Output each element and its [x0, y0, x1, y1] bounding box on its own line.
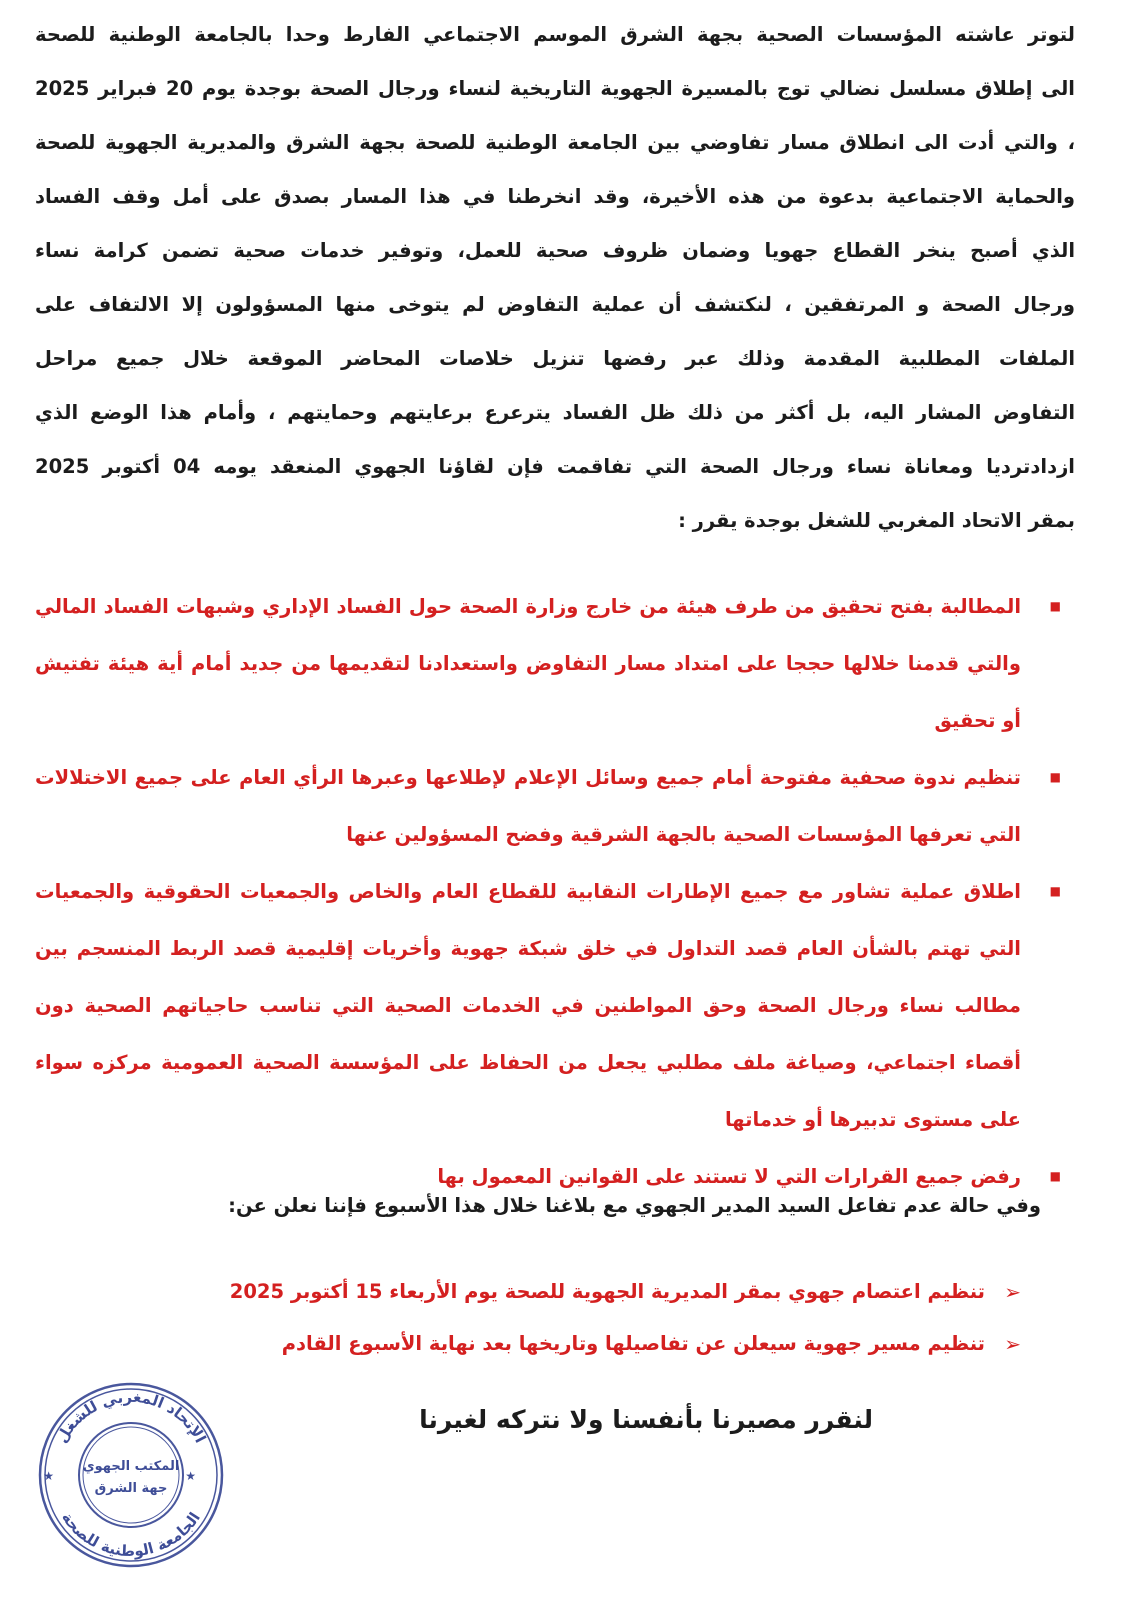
intro-paragraph	[35, 8, 1075, 548]
decision-item	[35, 578, 1075, 749]
intro-line: لتوتر عاشته المؤسسات الصحية بجهة الشرق الموسم الاجتماعي الفارط وحدا بالجامعة الوطنية للصحة	[35, 23, 1075, 46]
action-text: تنظيم اعتصام جهوي بمقر المديرية الجهوية للصحة يوم الأربعاء 15 أكتوبر 2025	[229, 1280, 985, 1303]
intro-line: ازدادترديا ومعاناة نساء ورجال الصحة التي تفاقمت فإن لقاؤنا الجهوي المنعقد يومه 04 أكتوبر 2025	[35, 455, 1075, 478]
stamp-star-icon: ★	[43, 1469, 54, 1483]
checkmark-arrow-icon: ➢	[1004, 1280, 1021, 1304]
decision-text: تنظيم ندوة صحفية مفتوحة أمام جميع وسائل الإعلام لإطلاعها وعبرها الرأي العام على جميع الاختلالات التي تعرفها المؤسسات الصحية بالجهة الشرقية وفضح المسؤولين عنها	[35, 766, 1021, 846]
intro-line: ، والتي أدت الى انطلاق مسار تفاوضي بين الجامعة الوطنية للصحة بجهة الشرق والمديرية الجهوية للصحة	[35, 131, 1075, 154]
stamp-outer-top-text: الإتحاد المغربي للشغل	[52, 1387, 210, 1446]
intro-line: الذي أصبح ينخر القطاع جهويا وضمان ظروف صحية للعمل، وتوفير خدمات صحية تضمن كرامة نساء	[35, 239, 1075, 262]
square-bullet-icon: ■	[1049, 770, 1061, 784]
decision-text: اطلاق عملية تشاور مع جميع الإطارات النقابية للقطاع العام والخاص والجمعيات الحقوقية والجمعيات التي تهتم بالشأن العام قصد التداول في خلق شبكة جهوية وأخريات إقليمية قصد الربط المنسجم بين مطالب نساء ورجال الصحة وحق المواطنين في الخدمات الصحية التي تناسب حاجياتهم الصحية دون أقصاء اجتماعي، وصياغة ملف مطلبي يجعل من الحفاظ على المؤسسة الصحية العمومية مركزه سواء على مستوى تدبيرها أو خدماتها	[35, 880, 1021, 1131]
decision-text: رفض جميع القرارات التي لا تستند على القوانين المعمول بها	[437, 1165, 1021, 1188]
decision-item	[35, 749, 1075, 863]
conditional-statement: وفي حالة عدم تفاعل السيد المدير الجهوي مع بلاغنا خلال هذا الأسبوع فإننا نعلن عن:	[228, 1194, 1041, 1217]
decisions-list	[35, 578, 1075, 1205]
actions-list	[61, 1266, 1021, 1370]
stamp-inner-line2: جهة الشرق	[94, 1481, 168, 1496]
action-item	[61, 1266, 1021, 1318]
intro-line: الملفات المطلبية المقدمة وذلك عبر رفضها تنزيل خلاصات المحاضر الموقعة خلال جميع مراحل	[35, 347, 1075, 370]
action-item	[61, 1318, 1021, 1370]
closing-slogan: لنقرر مصيرنا بأنفسنا ولا نتركه لغيرنا	[419, 1405, 873, 1434]
square-bullet-icon: ■	[1049, 1169, 1061, 1183]
intro-line: الى إطلاق مسلسل نضالي توج بالمسيرة الجهوية التاريخية لنساء ورجال الصحة بوجدة يوم 20 فبراير 2025	[35, 77, 1075, 100]
stamp-inner-line1: المكتب الجهوي	[82, 1459, 180, 1474]
decision-text: المطالبة بفتح تحقيق من طرف هيئة من خارج وزارة الصحة حول الفساد الإداري وشبهات الفساد المالي والتي قدمنا خلالها حججا على امتداد مسار التفاوض واستعدادنا لتقديمها من جديد أمام أية هيئة تفتيش أو تحقيق	[35, 595, 1021, 732]
square-bullet-icon: ■	[1049, 884, 1061, 898]
action-text: تنظيم مسير جهوية سيعلن عن تفاصيلها وتاريخها بعد نهاية الأسبوع القادم	[281, 1332, 985, 1355]
decision-item	[35, 863, 1075, 1148]
intro-line: والحماية الاجتماعية بدعوة من هذه الأخيرة، وقد انخرطنا في هذا المسار بصدق على أمل وقف الفساد	[35, 185, 1075, 208]
intro-line: التفاوض المشار اليه، بل أكثر من ذلك ظل الفساد يترعرع برعايتهم وحمايتهم ، وأمام هذا الوضع الذي	[35, 401, 1075, 424]
stamp-outer-bottom-text: الجامعة الوطنية للصحة	[58, 1508, 204, 1561]
intro-line: بمقر الاتحاد المغربي للشغل بوجدة يقرر :	[678, 509, 1075, 532]
checkmark-arrow-icon: ➢	[1004, 1332, 1021, 1356]
union-stamp-icon	[36, 1380, 226, 1570]
intro-line: ورجال الصحة و المرتفقين ، لنكتشف أن عملية التفاوض لم يتوخى منها المسؤولون إلا الالتفاف على	[35, 293, 1075, 316]
square-bullet-icon: ■	[1049, 599, 1061, 613]
stamp-star-icon: ★	[185, 1469, 196, 1483]
